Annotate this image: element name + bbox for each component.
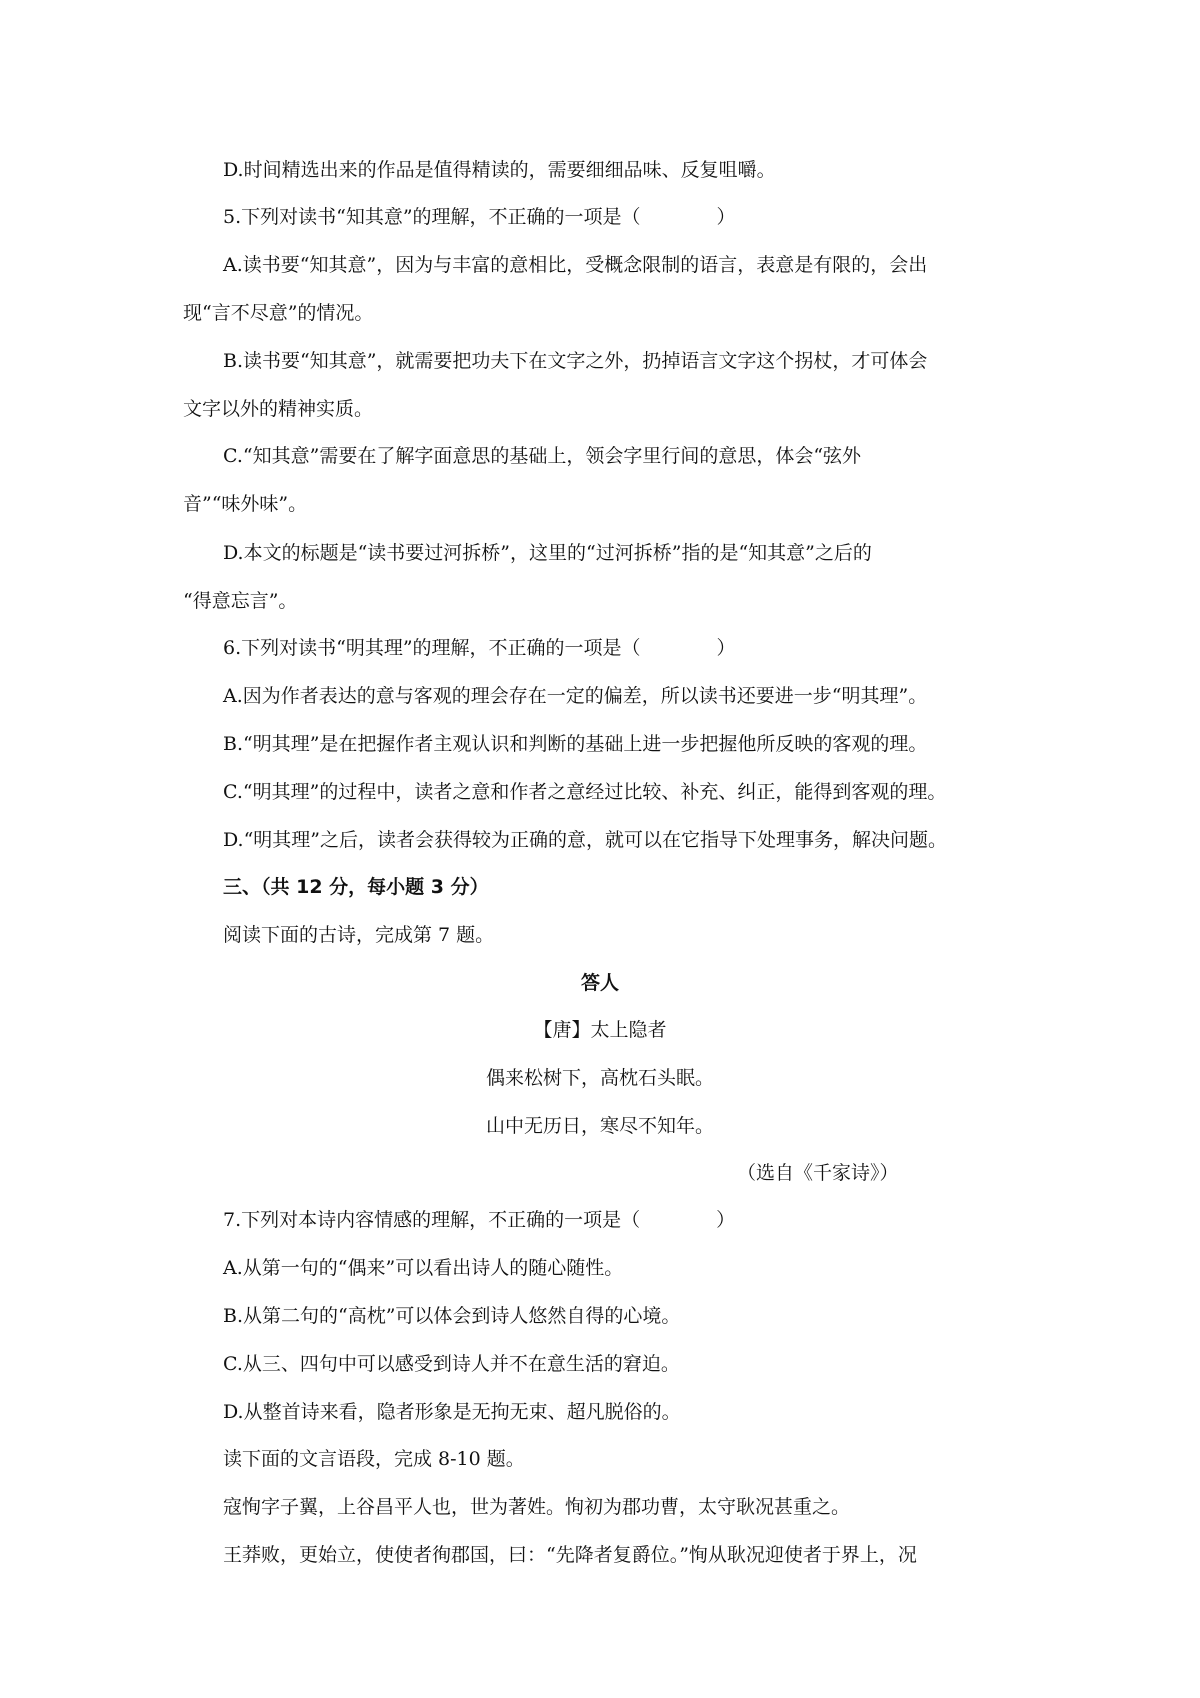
option-5b-line2: 文字以外的精神实质。 bbox=[183, 398, 374, 420]
poem-author: 【唐】太上隐者 bbox=[533, 1019, 667, 1041]
option-6c: C.“明其理”的过程中，读者之意和作者之意经过比较、补充、纠正，能得到客观的理。 bbox=[223, 781, 947, 803]
classical-text-instruction: 读下面的文言语段，完成 8-10 题。 bbox=[223, 1448, 525, 1470]
option-5c-line2: 音”“味外味”。 bbox=[183, 493, 308, 515]
option-6d: D.“明其理”之后，读者会获得较为正确的意，就可以在它指导下处理事务，解决问题。 bbox=[223, 829, 948, 851]
option-5d-line1: D.本文的标题是“读书要过河拆桥”，这里的“过河拆桥”指的是“知其意”之后的 bbox=[223, 542, 872, 564]
poem-line-1: 偶来松树下，高枕石头眠。 bbox=[485, 1067, 714, 1089]
poem-line-2: 山中无历日，寒尽不知年。 bbox=[485, 1115, 714, 1137]
option-7b: B.从第二句的“高枕”可以体会到诗人悠然自得的心境。 bbox=[223, 1305, 681, 1327]
option-7d: D.从整首诗来看，隐者形象是无拘无束、超凡脱俗的。 bbox=[223, 1401, 681, 1423]
option-4d: D.时间精选出来的作品是值得精读的，需要细细品味、反复咀嚼。 bbox=[223, 159, 776, 181]
poem-instruction: 阅读下面的古诗，完成第 7 题。 bbox=[223, 924, 495, 946]
option-7a: A.从第一句的“偶来”可以看出诗人的随心随性。 bbox=[223, 1257, 624, 1279]
poem-title: 答人 bbox=[580, 972, 619, 994]
option-6a: A.因为作者表达的意与客观的理会存在一定的偏差，所以读书还要进一步“明其理”。 bbox=[223, 685, 928, 707]
option-5a-line2: 现“言不尽意”的情况。 bbox=[183, 302, 374, 324]
section-three-heading: 三、（共 12 分，每小题 3 分） bbox=[223, 876, 489, 898]
poem-source: （选自《千家诗》） bbox=[737, 1162, 899, 1184]
option-6b: B.“明其理”是在把握作者主观认识和判断的基础上进一步把握他所反映的客观的理。 bbox=[223, 733, 928, 755]
question-5-stem: 5.下列对读书“知其意”的理解，不正确的一项是（ ） bbox=[223, 206, 736, 228]
question-7-stem: 7.下列对本诗内容情感的理解，不正确的一项是（ ） bbox=[223, 1209, 736, 1231]
option-7c: C.从三、四句中可以感受到诗人并不在意生活的窘迫。 bbox=[223, 1353, 680, 1375]
classical-text-line-1: 寇恂字子翼，上谷昌平人也，世为著姓。恂初为郡功曹，太守耿况甚重之。 bbox=[223, 1496, 851, 1518]
classical-text-line-2: 王莽败，更始立，使使者徇郡国，曰：“先降者复爵位。”恂从耿况迎使者于界上，况 bbox=[223, 1544, 917, 1566]
question-6-stem: 6.下列对读书“明其理”的理解，不正确的一项是（ ） bbox=[223, 637, 736, 659]
option-5a-line1: A.读书要“知其意”，因为与丰富的意相比，受概念限制的语言，表意是有限的，会出 bbox=[223, 254, 928, 276]
option-5c-line1: C.“知其意”需要在了解字面意思的基础上，领会字里行间的意思，体会“弦外 bbox=[223, 445, 862, 467]
option-5d-line2: “得意忘言”。 bbox=[183, 590, 298, 612]
option-5b-line1: B.读书要“知其意”，就需要把功夫下在文字之外，扔掉语言文字这个拐杖，才可体会 bbox=[223, 350, 928, 372]
